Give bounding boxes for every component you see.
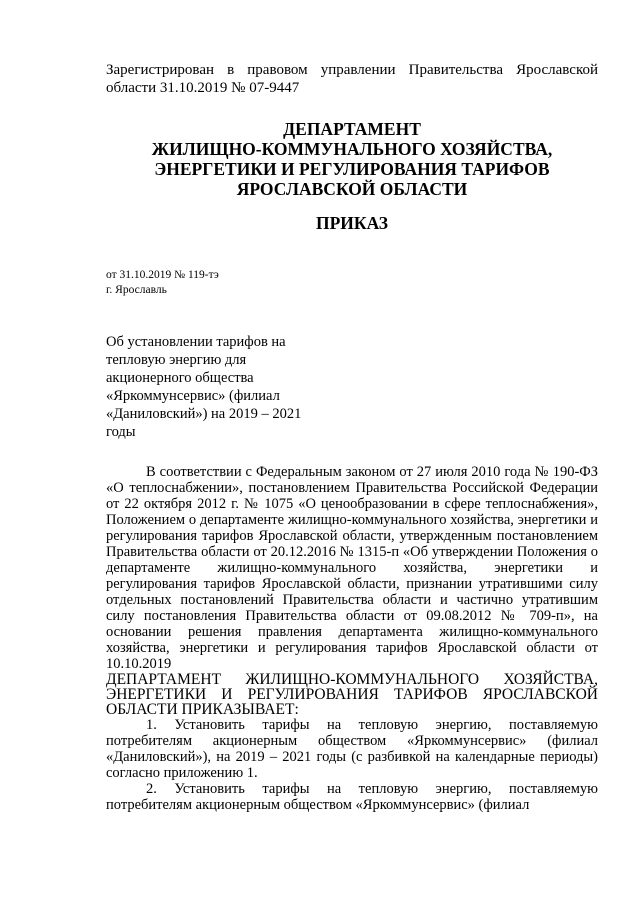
decree-paragraph: ДЕПАРТАМЕНТ ЖИЛИЩНО-КОММУНАЛЬНОГО ХОЗЯЙСТВА, ЭНЕРГЕТИКИ И РЕГУЛИРОВАНИЯ ТАРИФОВ ЯРОСЛАВСКОЙ ОБЛАСТИ ПРИКАЗЫВАЕТ: — [106, 671, 598, 718]
heading-line: ДЕПАРТАМЕНТ — [283, 119, 421, 139]
item-2-paragraph: 2. Установить тарифы на тепловую энергию, поставляемую потребителям акционерным обществом «Яркоммунсервис» (филиал — [106, 781, 598, 813]
item-1-paragraph: 1. Установить тарифы на тепловую энергию, поставляемую потребителям акционерным обществом «Яркоммунсервис» (филиал «Даниловский»), на 2019 – 2021 годы (с разбивкой на календарные периоды) согласно приложению 1. — [106, 717, 598, 781]
registration-note: Зарегистрирован в правовом управлении Правительства Ярославской области 31.10.2019 № 07-9447 — [106, 62, 598, 96]
city: г. Ярославль — [106, 284, 167, 296]
order-meta — [106, 268, 219, 298]
heading-line: ЯРОСЛАВСКОЙ ОБЛАСТИ — [236, 179, 468, 199]
order-subject: Об установлении тарифов на тепловую энергию для акционерного общества «Яркоммунсервис» (филиал «Даниловский») на 2019 – 2021 годы — [106, 334, 302, 440]
heading-line: ЭНЕРГЕТИКИ И РЕГУЛИРОВАНИЯ ТАРИФОВ — [154, 159, 550, 179]
department-heading — [106, 119, 598, 199]
order-body — [106, 464, 598, 813]
order-title: ПРИКАЗ — [315, 213, 389, 233]
preamble-paragraph: В соответствии с Федеральным законом от 27 июля 2010 года № 190-ФЗ «О теплоснабжении», постановлением Правительства Российской Федерации от 22 октября 2012 г. № 1075 «О ценообразовании в сфере теплоснабжения», Положением о департаменте жилищно-коммунального хозяйства, энергетики и регулирования тарифов Ярославской области, утвержденным постановлением Правительства области от 20.12.2016 № 1315-п «Об утверждении Положения о департаменте жилищно-коммунального хозяйства, энергетики и регулирования тарифов Ярославской области, признании утратившими силу отдельных постановлений Правительства области и частично утратившим силу постановления Правительства области от 09.08.2012 № 709-п», на основании решения правления департамента жилищно-коммунального хозяйства, энергетики и регулирования тарифов Ярославской области от 10.10.2019 — [106, 464, 598, 672]
date-number: от 31.10.2019 № 119-тэ — [106, 269, 219, 281]
heading-line: ЖИЛИЩНО-КОММУНАЛЬНОГО ХОЗЯЙСТВА, — [151, 139, 553, 159]
